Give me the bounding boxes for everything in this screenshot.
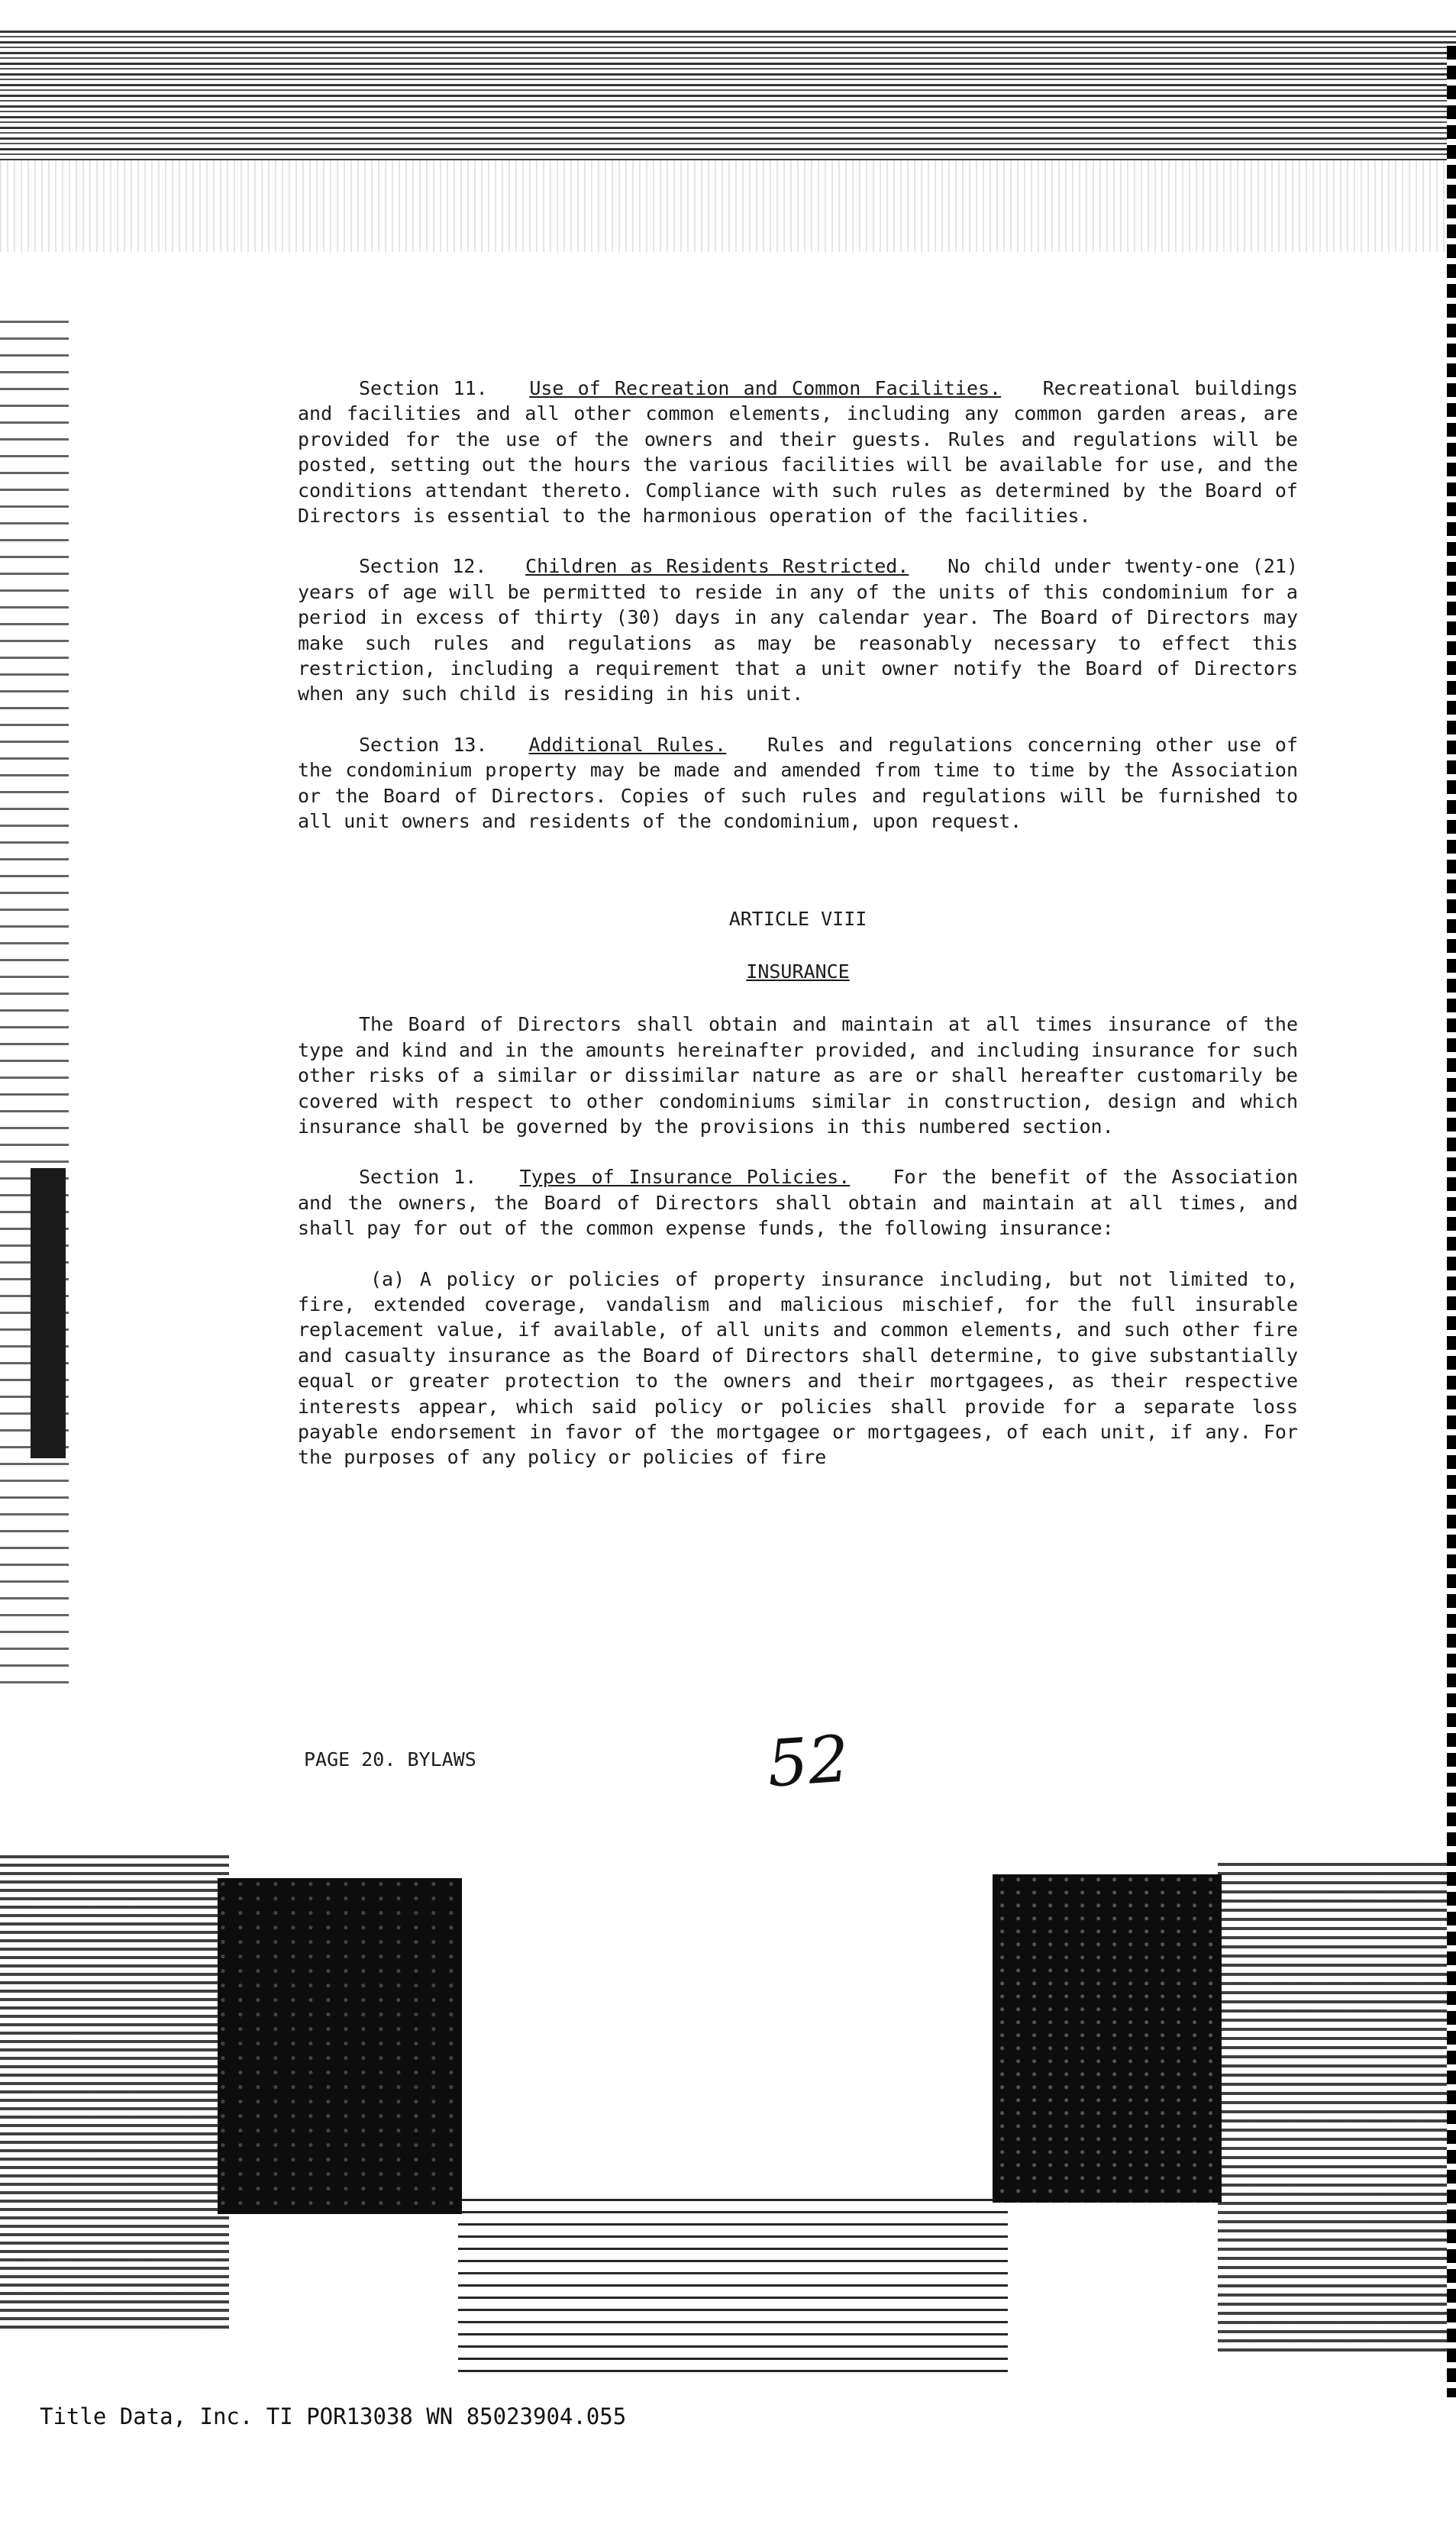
scan-noise-top bbox=[0, 31, 1456, 160]
section-title: Use of Recreation and Common Facilities. bbox=[529, 377, 1002, 399]
scan-noise-top-fade bbox=[0, 160, 1456, 252]
item-a: (a) A policy or policies of property insurance including, but not limited to, fire, extended coverage, vandalism and malicious mischief, for the full insurable replacement value, if available, of all units and common elements, and such other fire and casualty insurance as the Board of Directors shall determine, to give substantially equal or greater protection to the owners and their mortgagees, as their respective interests appear, which said policy or policies shall provide for a separate loss payable endorsement in favor of the mortgagee or mortgagees, of each unit, if any. For the purposes of any policy or policies of fire bbox=[298, 1267, 1298, 1469]
article-intro: The Board of Directors shall obtain and maintain at all times insurance of the type and kind and in the amounts hereinafter provided, and including insurance for such other risks of a similar or dissimilar nature as are or shall hereafter customarily be covered with respect to other condominiums similar in construction, design and which insurance shall be governed by the provisions in this numbered section. bbox=[298, 1013, 1298, 1138]
scan-noise-dark-block-right bbox=[993, 1874, 1222, 2203]
section-heading: Section 1. bbox=[359, 1166, 477, 1189]
section-body: Rules and regulations concerning other use of the condominium property may be made and amended from time to time by the Association or the Board of Directors. Copies of such rules and regulations will be furnished to all unit owners and residents of the condominium, upon request. bbox=[298, 733, 1299, 833]
scan-noise-left-strip bbox=[0, 321, 69, 1695]
title-data-stamp: Title Data, Inc. TI POR13038 WN 85023904.055 bbox=[40, 2403, 627, 2429]
page-footer-label: PAGE 20. BYLAWS bbox=[304, 1748, 476, 1771]
section-heading: Section 13. bbox=[359, 733, 488, 756]
section-12 bbox=[298, 554, 1298, 706]
document-body bbox=[298, 376, 1298, 1470]
section-body: No child under twenty-one (21) years of age will be permitted to reside in any of the units of this condominium for a period in excess of thirty (30) days in any calendar year. The Board of Directors may make such rules and regulations as may be reasonably necessary to effect this restriction, including a requirement that a unit owner notify the Board of Directors when any such child is residing in his unit. bbox=[298, 555, 1298, 705]
scan-noise-bottom-right bbox=[1218, 1863, 1447, 2352]
section-11 bbox=[298, 376, 1298, 528]
scan-noise-left-block bbox=[31, 1168, 66, 1458]
section-13 bbox=[298, 732, 1298, 834]
section-heading: Section 11. bbox=[359, 377, 488, 399]
section-title: Types of Insurance Policies. bbox=[519, 1166, 851, 1189]
section-body: For the benefit of the Association and the owners, the Board of Directors shall obtain and maintain at all times, and shall pay for out of the common expense funds, the following insurance: bbox=[298, 1166, 1299, 1240]
article-section-1 bbox=[298, 1164, 1298, 1241]
section-title: Additional Rules. bbox=[528, 733, 727, 756]
section-title: Children as Residents Restricted. bbox=[525, 555, 909, 578]
scan-noise-right-edge bbox=[1447, 46, 1456, 2397]
scan-noise-bottom-left bbox=[0, 1855, 229, 2329]
handwritten-page-number: 52 bbox=[764, 1721, 852, 1802]
scan-noise-bottom-mid bbox=[458, 2199, 1008, 2374]
scan-noise-dark-block-left bbox=[218, 1878, 462, 2214]
section-body: Recreational buildings and facilities and all other common elements, including any common garden areas, are provided for the use of the owners and their guests. Rules and regulations will be posted, setting out the hours the various facilities will be available for use, and the conditions attendant thereto. Compliance with such rules as determined by the Board of Directors is essential to the harmonious operation of the facilities. bbox=[298, 377, 1298, 528]
article-number: ARTICLE VIII bbox=[728, 907, 867, 930]
section-heading: Section 12. bbox=[359, 555, 487, 578]
article-title: INSURANCE bbox=[746, 960, 850, 983]
